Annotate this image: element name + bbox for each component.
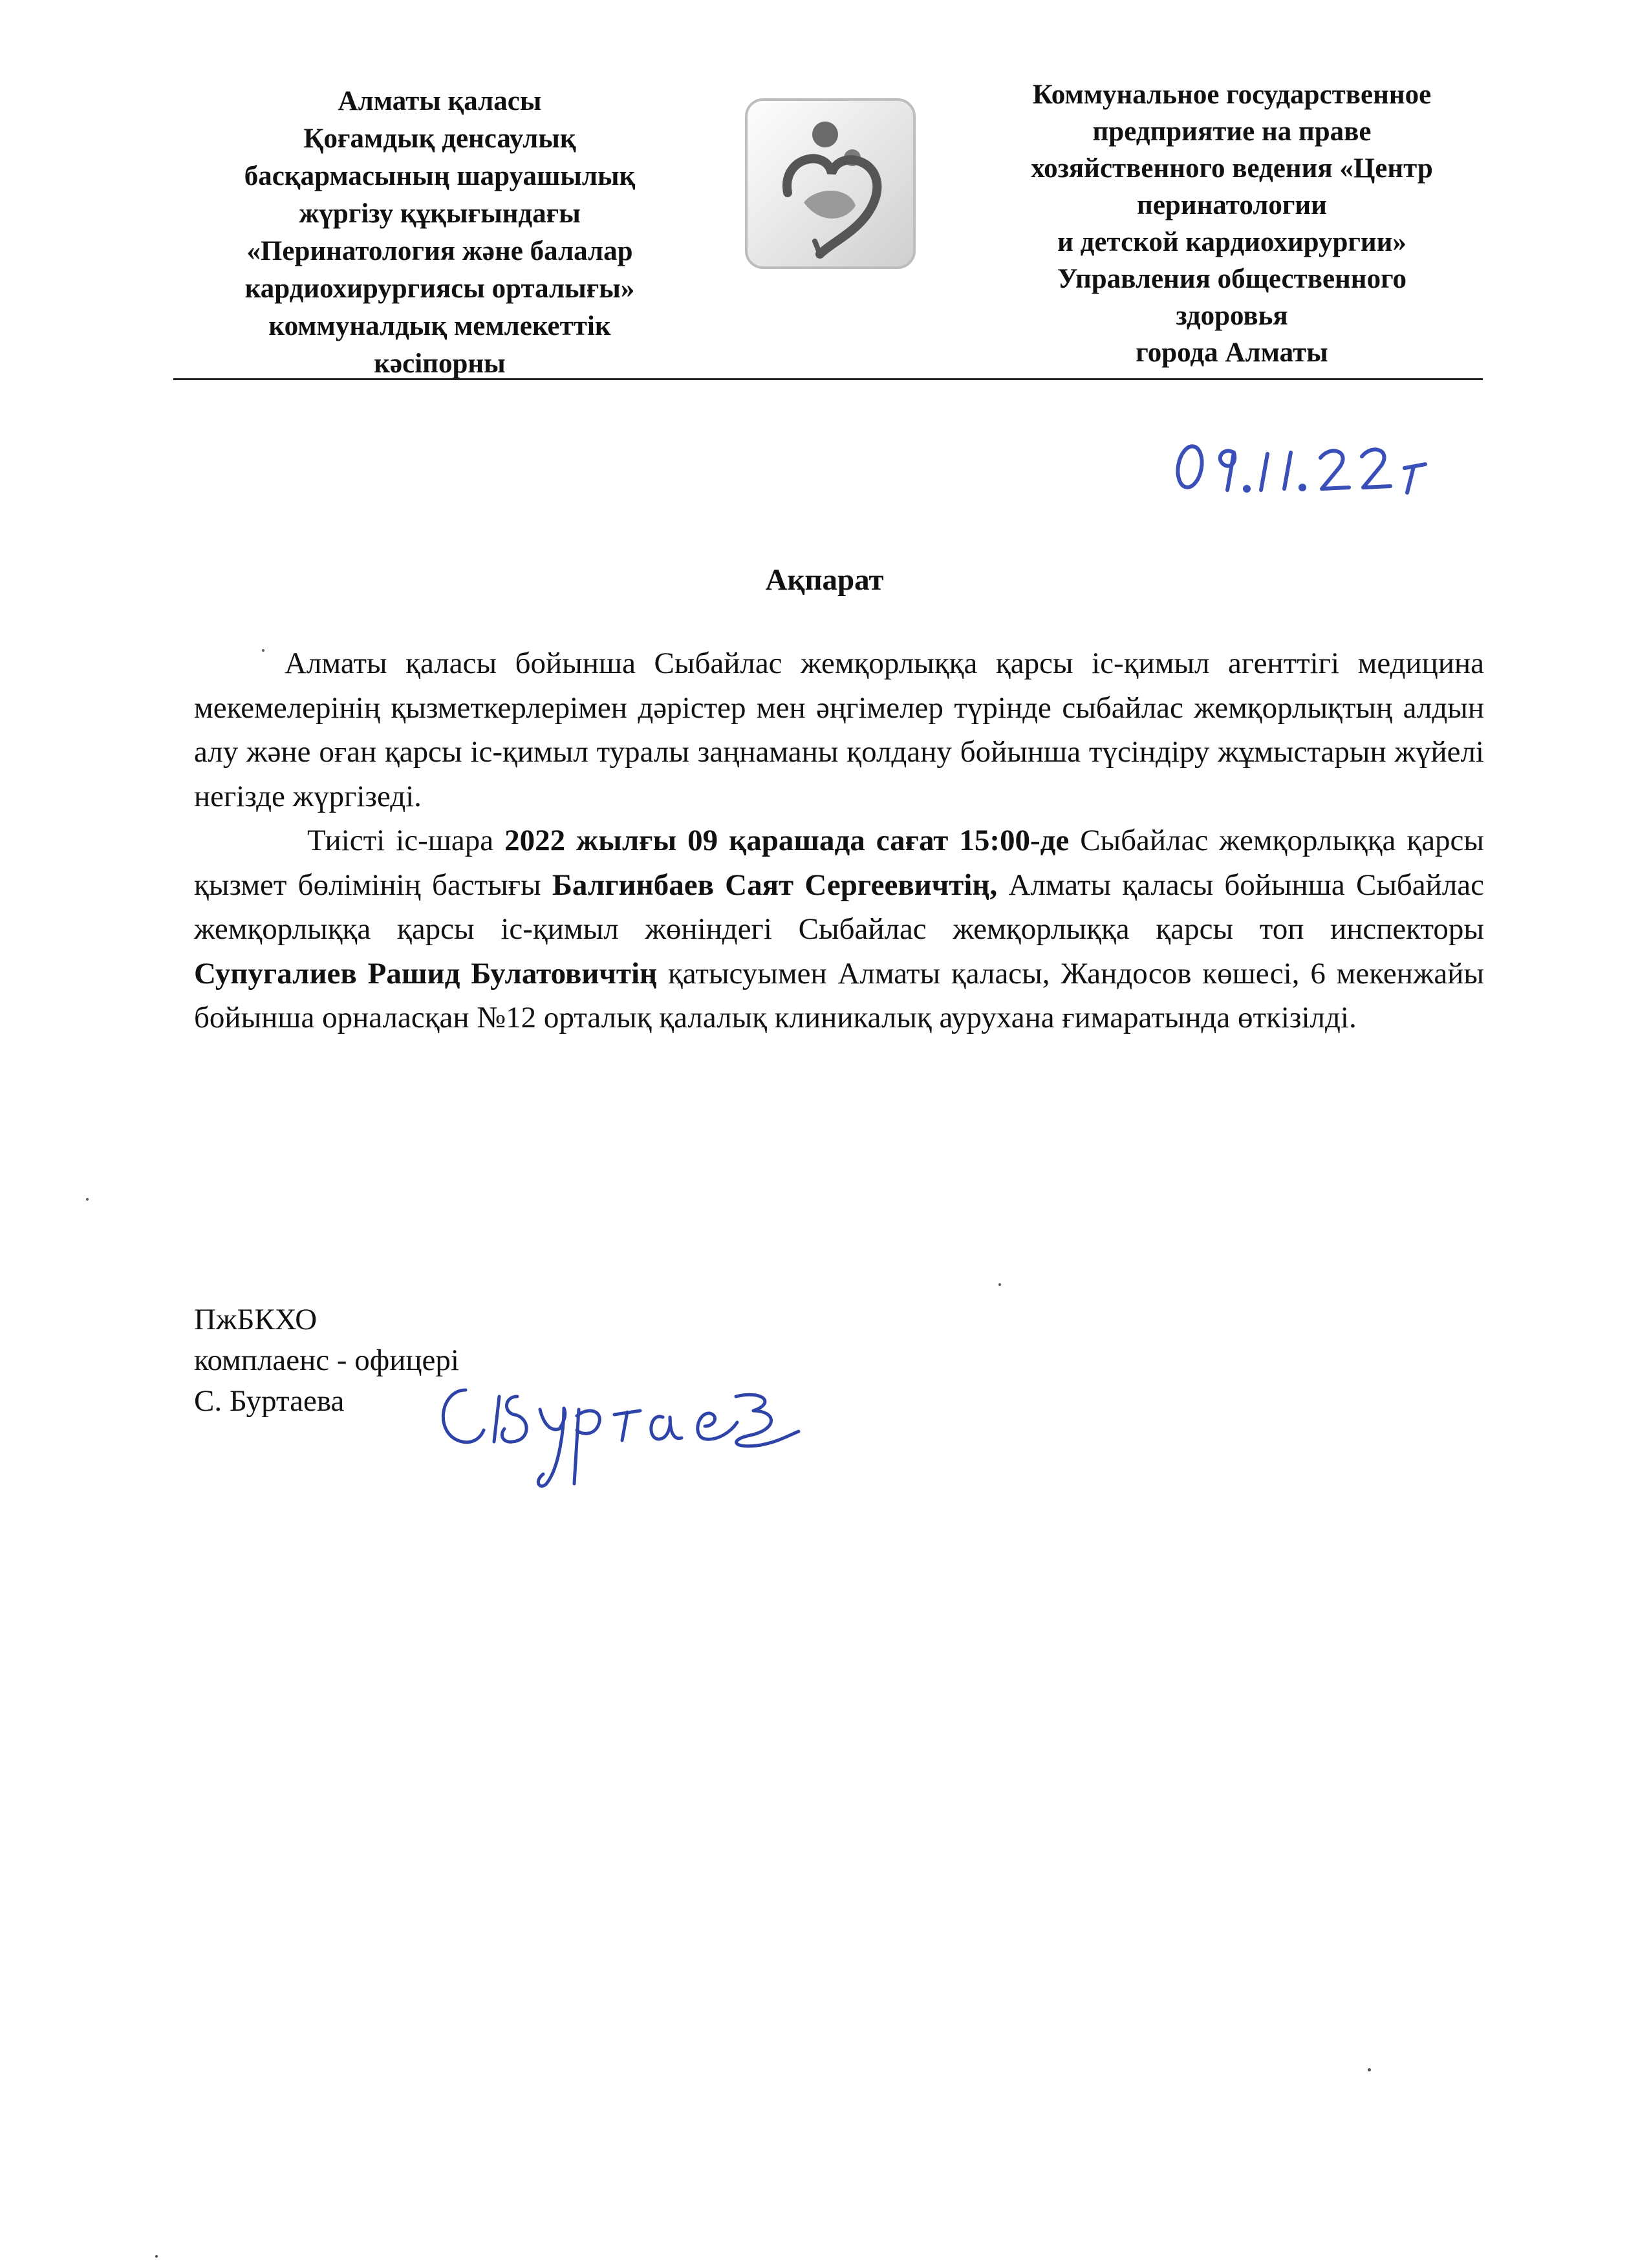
handwritten-signature-icon bbox=[427, 1371, 815, 1500]
document-title: Ақпарат bbox=[765, 563, 884, 597]
header-right-line: Коммунальное государственное bbox=[1032, 80, 1432, 110]
header-left bbox=[194, 83, 685, 383]
header-left-line: Алматы қаласы bbox=[338, 86, 542, 116]
paragraph-1: Алматы қаласы бойынша Сыбайлас жемқорлыққа қарсы іс-қимыл агенттігі медицина мекемелерінің қызметкерлерімен дәрістер мен әңгімелер түрінде сыбайлас жемқорлықтың алдын алу және оған қарсы іс-қимыл туралы заңнаманы қолдану бойынша түсіндіру жұмыстарын жүйелі негізде жүргізеді. bbox=[194, 647, 1484, 813]
paragraph-2 bbox=[194, 818, 1484, 1040]
header-left-line: коммуналдық мемлекеттік bbox=[268, 311, 611, 341]
signer-department: ПжБКХО bbox=[194, 1303, 318, 1336]
header-right-line: Управления общественного bbox=[1057, 264, 1407, 294]
header-right bbox=[970, 76, 1494, 371]
header-divider bbox=[173, 378, 1483, 380]
header-right-line: города Алматы bbox=[1136, 337, 1328, 368]
paragraph-2-text: Алматы қаласы бойынша Сыбайлас жемқорлыққа қарсы іс-қимыл жөніндегі Сыбайлас жемқорлыққа қарсы топ инспекторы bbox=[194, 868, 1484, 946]
header-right-line: предприятие на праве bbox=[1092, 116, 1372, 147]
document-body bbox=[194, 641, 1484, 1040]
header-left-line: «Перинатология және балалар bbox=[246, 236, 633, 266]
header-left-line: Қоғамдық денсаулық bbox=[303, 123, 576, 154]
paragraph-2-bold: 2022 жылғы 09 қарашада сағат 15:00-де bbox=[504, 824, 1070, 857]
paragraph-2-text: қатысуымен Алматы қаласы, Жандосов көшесі, 6 мекенжайы бойынша орналасқан №12 орталық қалалық клиникалық аурухана ғимаратында өткізілді. bbox=[194, 956, 1485, 1034]
header-right-line: здоровья bbox=[1176, 301, 1288, 331]
scan-speck bbox=[86, 1198, 89, 1201]
signer-position: комплаенс - офицері bbox=[194, 1343, 459, 1377]
header-left-line: кардиохирургиясы орталығы» bbox=[244, 273, 635, 304]
header-left-line: басқармасының шаруашылық bbox=[244, 161, 636, 191]
scan-speck bbox=[155, 2255, 158, 2258]
paragraph-2-bold: Супугалиев Рашид Булатовичтің bbox=[194, 956, 658, 990]
paragraph-2-text: Сыбайлас жемқорлыққа қарсы қызмет бөлімінің бастығы bbox=[194, 824, 1484, 902]
mother-child-heart-logo-icon bbox=[742, 96, 918, 272]
scan-speck bbox=[1368, 2068, 1371, 2071]
paragraph-2-text: Тиісті іс-шара bbox=[307, 824, 505, 857]
header-right-line: и детской кардиохирургии» bbox=[1057, 227, 1406, 257]
header-left-line: кәсіпорны bbox=[374, 348, 506, 379]
scan-speck bbox=[262, 649, 264, 652]
signature-block bbox=[194, 1300, 459, 1422]
header-right-line: перинатологии bbox=[1137, 190, 1327, 220]
header-left-line: жүргізу құқығындағы bbox=[299, 198, 581, 229]
header-right-line: хозяйственного ведения «Центр bbox=[1031, 153, 1433, 184]
signer-name: С. Буртаева bbox=[194, 1384, 345, 1418]
paragraph-2-bold: Балгинбаев Саят Сергеевичтің, bbox=[552, 868, 998, 902]
handwritten-date-icon bbox=[1164, 420, 1461, 511]
scan-speck bbox=[998, 1283, 1001, 1286]
